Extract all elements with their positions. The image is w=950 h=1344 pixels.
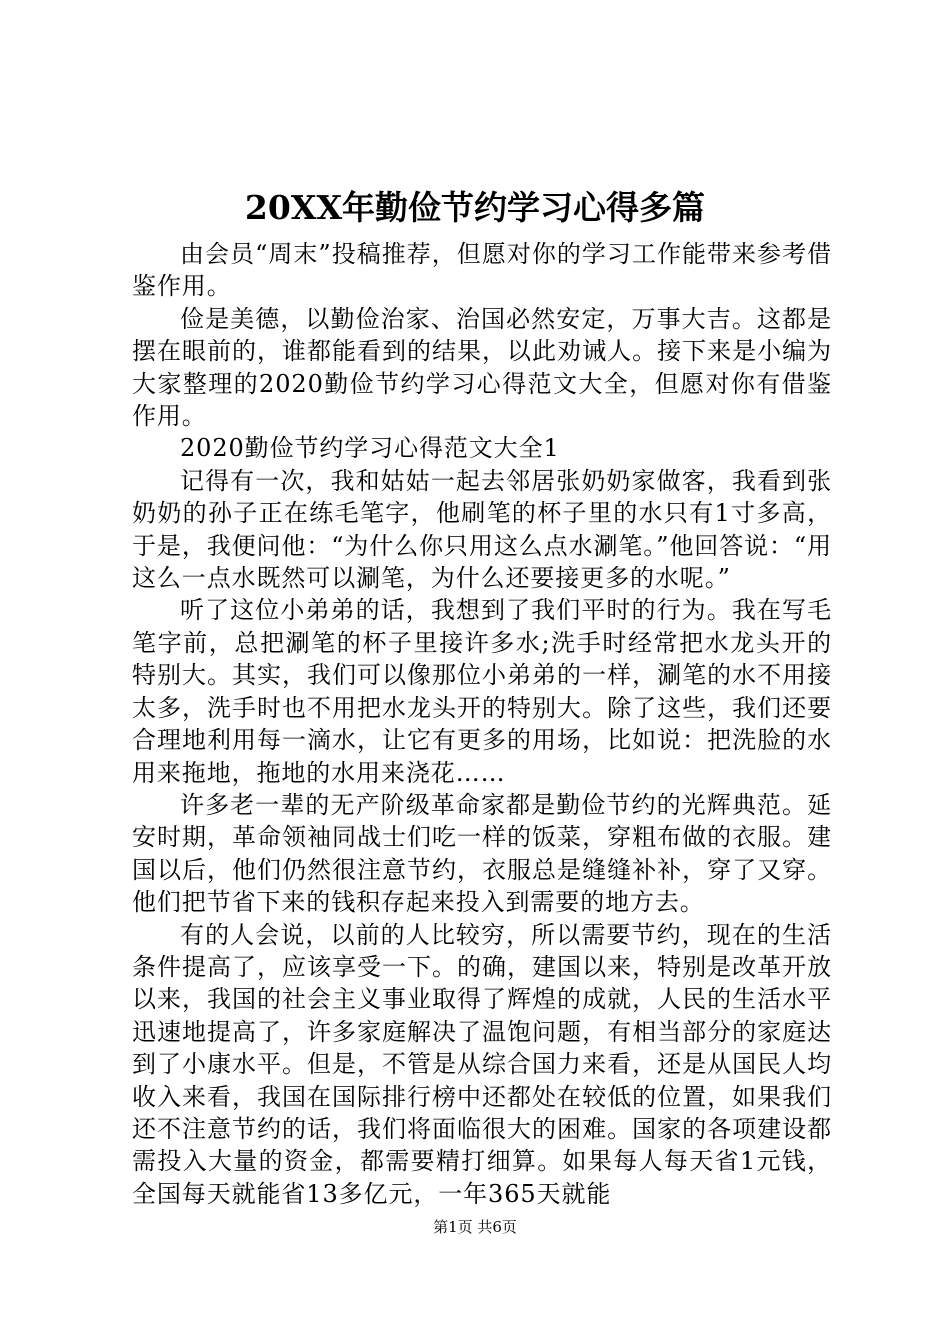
- paragraph-reflection: 听了这位小弟弟的话，我想到了我们平时的行为。我在写毛笔字前，总把涮笔的杯子里接许多水;洗手时经常把水龙头开的特别大。其实，我们可以像那位小弟弟的一样，涮笔的水不用接太多，洗手时也不用把水龙头开的特别大。除了这些，我们还要合理地利用每一滴水，让它有更多的用场，比如说：把洗脸的水用来拖地，拖地的水用来浇花……: [132, 596, 832, 787]
- paragraph-story: 记得有一次，我和姑姑一起去邻居张奶奶家做客，我看到张奶奶的孙子正在练毛笔字，他刷笔的杯子里的水只有1寸多高，于是，我便问他：“为什么你只用这么点水涮笔。”他回答说：“用这么一点水既然可以涮笔，为什么还要接更多的水呢。”: [132, 466, 832, 593]
- section-heading: 2020勤俭节约学习心得范文大全1: [180, 434, 560, 463]
- paragraph-argument: 有的人会说，以前的人比较穷，所以需要节约，现在的生活条件提高了，应该享受一下。的确，建国以来，特别是改革开放以来，我国的社会主义事业取得了辉煌的成就，人民的生活水平迅速地提高了，许多家庭解决了温饱问题，有相当部分的家庭达到了小康水平。但是，不管是从综合国力来看，还是从国民人均收入来看，我国在国际排行榜中还都处在较低的位置，如果我们还不注意节约的话，我们将面临很大的困难。国家的各项建设都需投入大量的资金，都需要精打细算。如果每人每天省1元钱，全国每天就能省13多亿元，一年365天就能: [132, 920, 832, 1208]
- document-title: 20XX年勤俭节约学习心得多篇: [244, 188, 706, 227]
- paragraph-intro: 由会员“周末”投稿推荐，但愿对你的学习工作能带来参考借鉴作用。: [132, 240, 832, 301]
- paragraph-preface: 俭是美德，以勤俭治家、治国必然安定，万事大吉。这都是摆在眼前的，谁都能看到的结果，以此劝诫人。接下来是小编为大家整理的2020勤俭节约学习心得范文大全，但愿对你有借鉴作用。: [132, 304, 832, 431]
- document-body: [132, 238, 832, 1210]
- paragraph-revolutionaries: 许多老一辈的无产阶级革命家都是勤俭节约的光辉典范。延安时期，革命领袖同战士们吃一样的饭菜，穿粗布做的衣服。建国以后，他们仍然很注意节约，衣服总是缝缝补补，穿了又穿。他们把节省下来的钱积存起来投入到需要的地方去。: [132, 790, 832, 917]
- page-footer: 第1页 共6页: [433, 1218, 517, 1236]
